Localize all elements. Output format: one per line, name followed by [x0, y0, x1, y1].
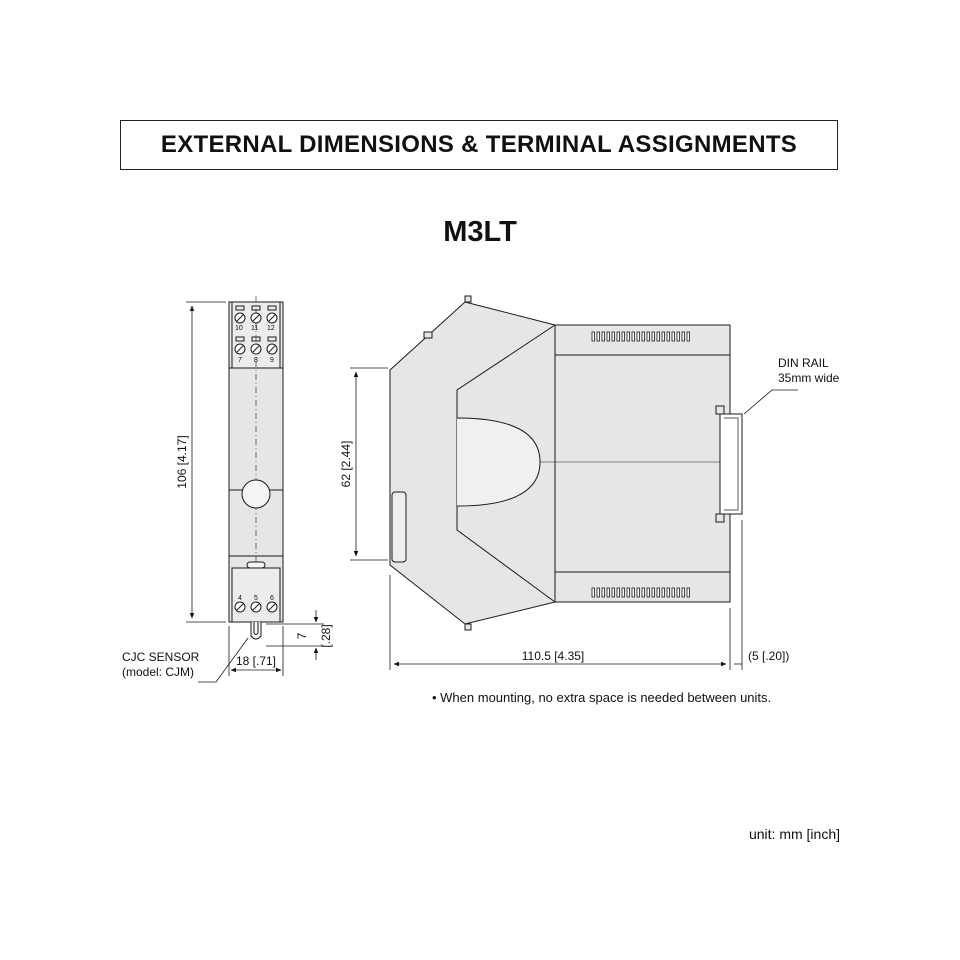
- vent-slot-bottom: [592, 588, 595, 597]
- vent-slot-top: [627, 332, 630, 341]
- sensor-depth-label: 7: [295, 632, 309, 640]
- vent-slot-top: [617, 332, 620, 341]
- vent-slot-top: [687, 332, 690, 341]
- terminal-6: 6: [270, 595, 274, 602]
- front-view: [229, 296, 283, 639]
- din-rail-label: DIN RAIL: [778, 356, 829, 370]
- vent-slot-bottom: [672, 588, 675, 597]
- vent-slot-top: [607, 332, 610, 341]
- front-height-label: 106 [4.17]: [175, 435, 189, 489]
- vent-slot-bottom: [637, 588, 640, 597]
- front-width-label: 18 [.71]: [235, 654, 277, 668]
- side-depth-label: 110.5 [4.35]: [521, 649, 585, 663]
- vent-slot-bottom: [627, 588, 630, 597]
- vent-slot-top: [662, 332, 665, 341]
- terminal-10: 10: [235, 325, 243, 332]
- din-rail-width-label: 35mm wide: [778, 371, 840, 385]
- vent-slot-bottom: [647, 588, 650, 597]
- page-title: EXTERNAL DIMENSIONS & TERMINAL ASSIGNMENTS: [160, 131, 798, 158]
- vent-slot-top: [682, 332, 685, 341]
- bottom-screws: [235, 602, 277, 612]
- mounting-note: • When mounting, no extra space is needed between units.: [432, 690, 772, 705]
- vent-slot-bottom: [602, 588, 605, 597]
- sensor-depth-inch-label: [.28]: [319, 624, 333, 648]
- vent-slot-top: [622, 332, 625, 341]
- vent-slot-top: [602, 332, 605, 341]
- vent-slot-bottom: [682, 588, 685, 597]
- vent-slot-top: [632, 332, 635, 341]
- side-body: [390, 302, 730, 624]
- vent-slot-bottom: [622, 588, 625, 597]
- vent-slot-bottom: [662, 588, 665, 597]
- vent-slot-bottom: [667, 588, 670, 597]
- vent-slot-top: [637, 332, 640, 341]
- vent-slot-top: [647, 332, 650, 341]
- cjc-sensor-icon: [251, 622, 261, 639]
- din-rail-icon: [720, 414, 742, 514]
- terminal-7: 7: [238, 357, 242, 364]
- vent-slot-top: [677, 332, 680, 341]
- vent-slot-bottom: [617, 588, 620, 597]
- vent-slot-top: [652, 332, 655, 341]
- vent-slot-bottom: [642, 588, 645, 597]
- vent-slot-bottom: [657, 588, 660, 597]
- vent-slot-bottom: [612, 588, 615, 597]
- front-knob: [242, 480, 270, 508]
- terminal-4: 4: [238, 595, 242, 602]
- vent-slot-top: [597, 332, 600, 341]
- vent-slot-bottom: [687, 588, 690, 597]
- side-latch: [392, 492, 406, 562]
- vent-slot-bottom: [677, 588, 680, 597]
- terminal-9: 9: [270, 357, 274, 364]
- vent-slot-bottom: [632, 588, 635, 597]
- vent-slot-top: [592, 332, 595, 341]
- vent-slot-top: [672, 332, 675, 341]
- terminal-5: 5: [254, 595, 258, 602]
- vent-slot-top: [612, 332, 615, 341]
- vent-slot-bottom: [597, 588, 600, 597]
- side-view: [390, 296, 742, 630]
- cjc-label-line1: CJC SENSOR: [122, 650, 200, 664]
- vent-slot-top: [667, 332, 670, 341]
- terminal-11: 11: [251, 325, 259, 332]
- model-name: M3LT: [443, 216, 517, 248]
- cjc-label-line2: (model: CJM): [122, 665, 195, 679]
- vent-slot-bottom: [607, 588, 610, 597]
- side-height-label: 62 [2.44]: [339, 440, 353, 488]
- unit-label: unit: mm [inch]: [748, 826, 840, 842]
- vent-slot-top: [657, 332, 660, 341]
- terminal-12: 12: [267, 325, 275, 332]
- vent-slot-top: [642, 332, 645, 341]
- vent-slot-bottom: [652, 588, 655, 597]
- terminal-8: 8: [254, 357, 258, 364]
- rail-offset-label: (5 [.20]): [748, 649, 790, 663]
